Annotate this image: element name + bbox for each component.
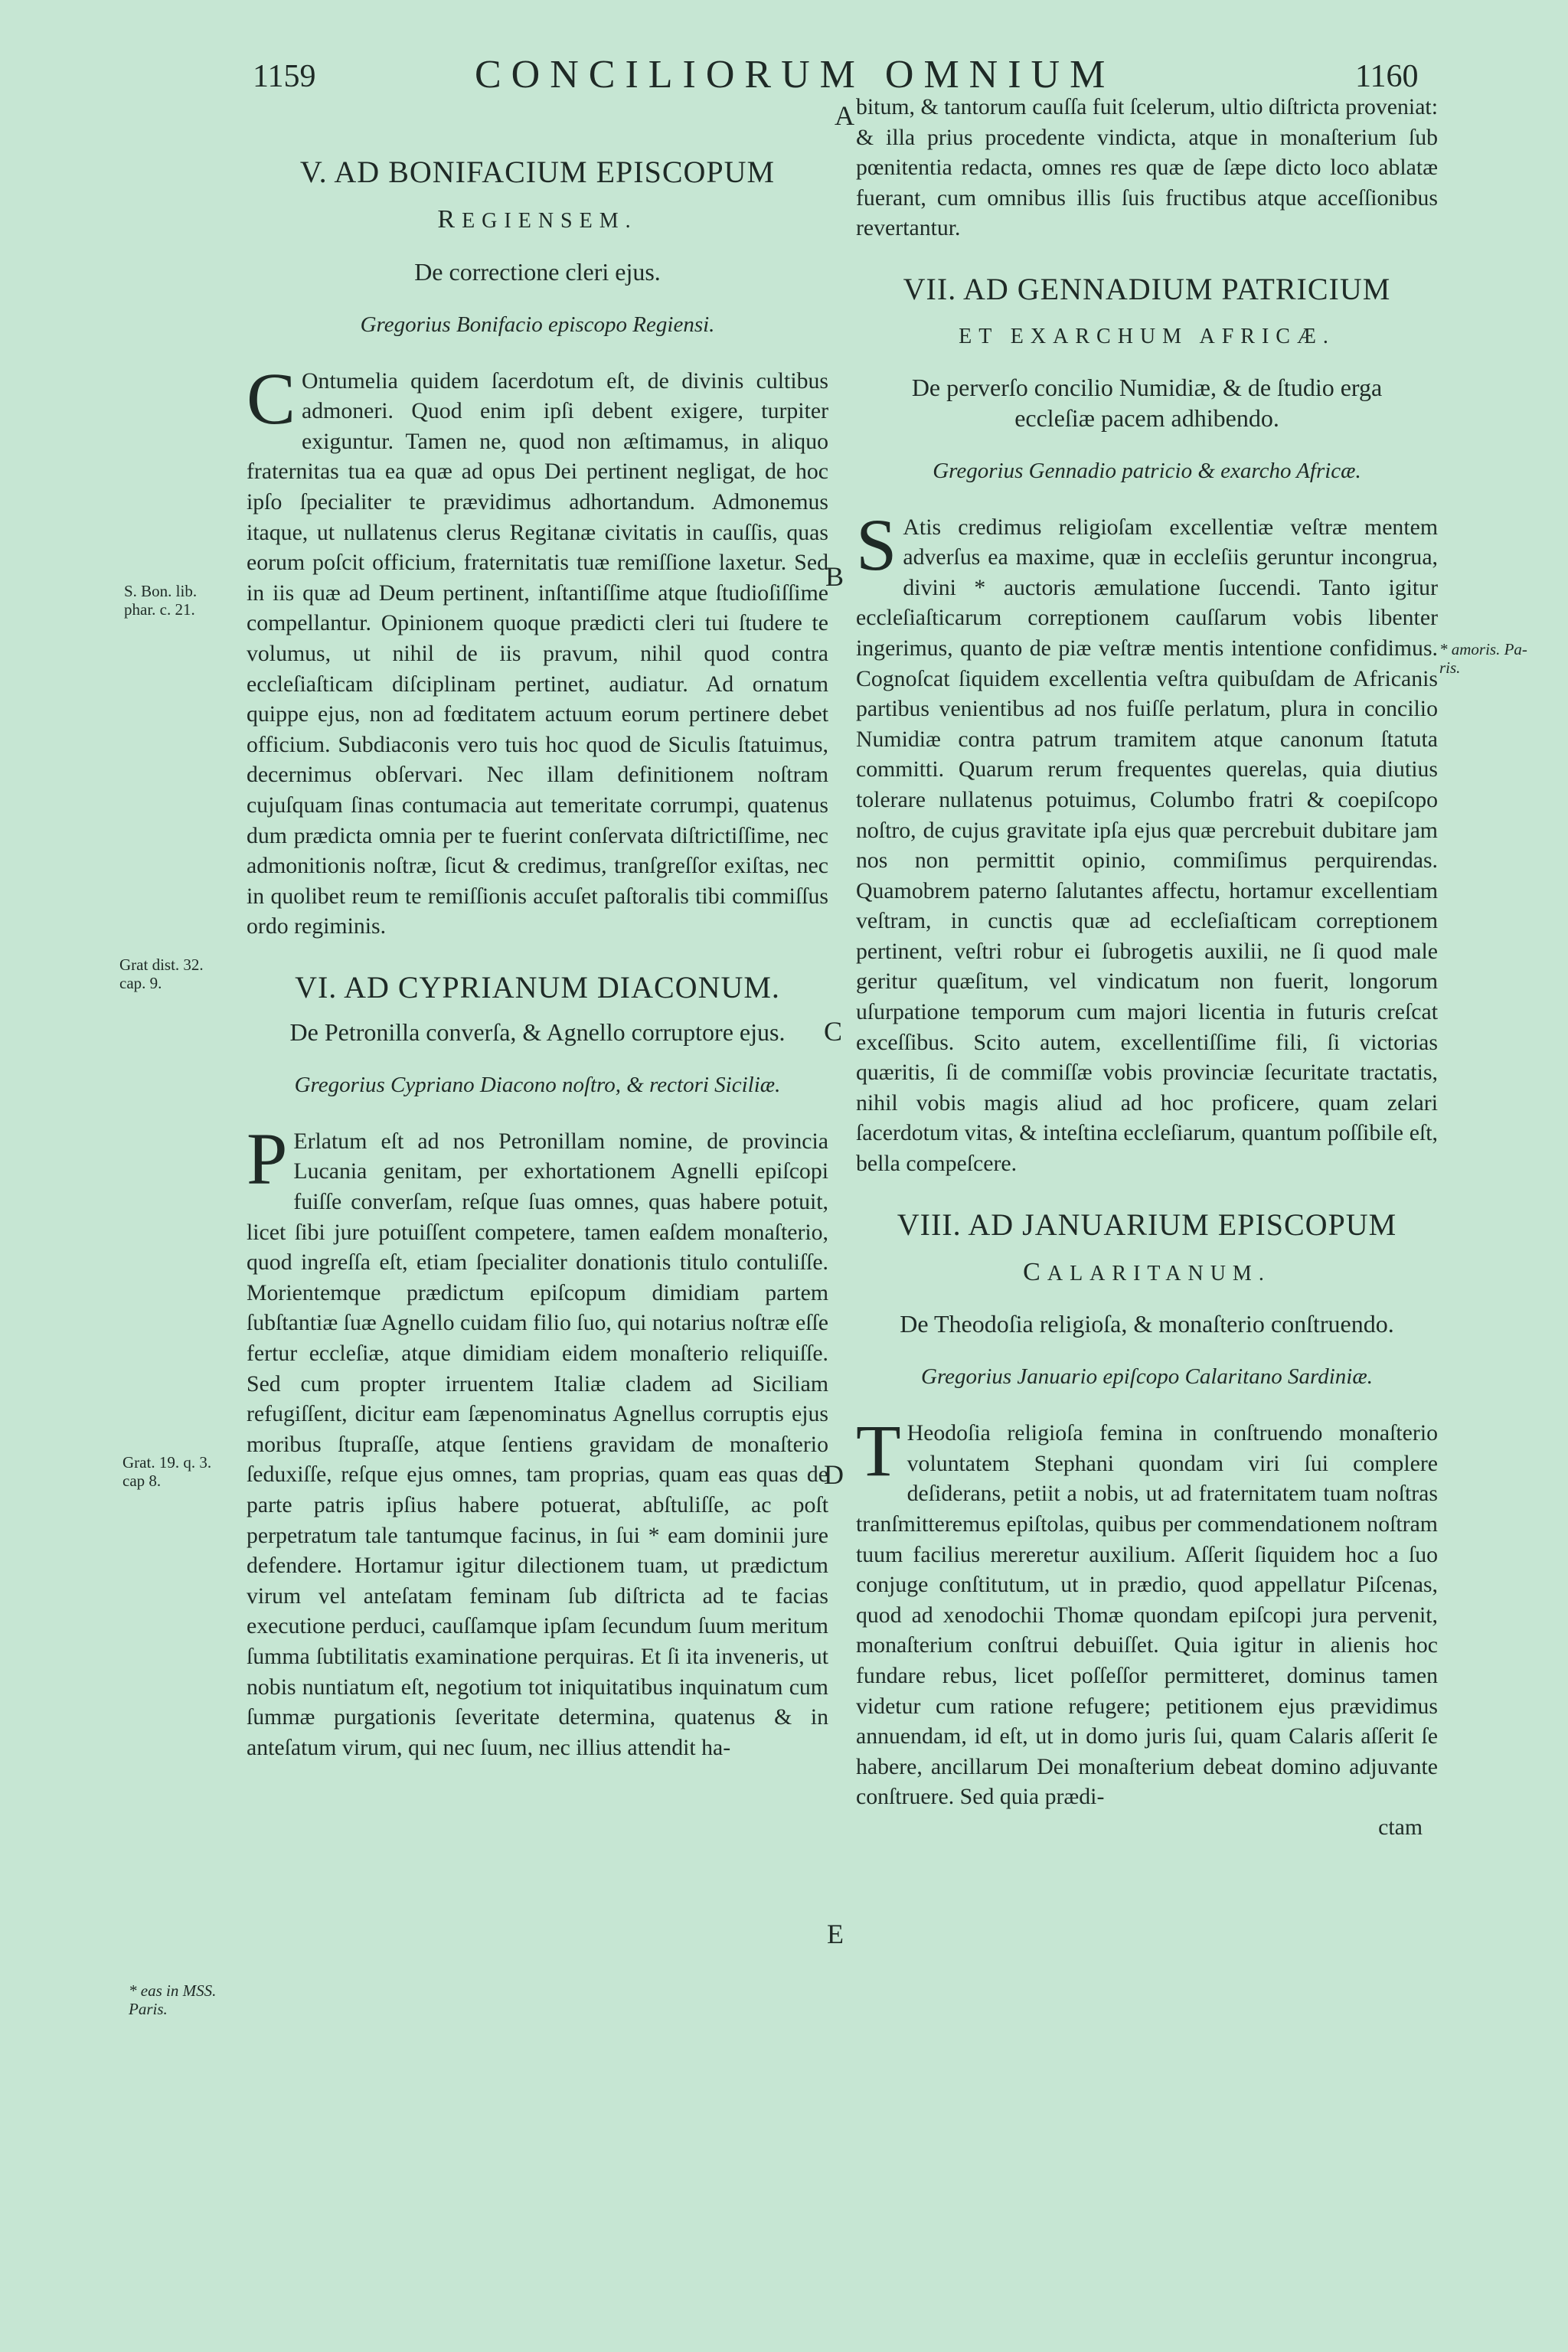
letter-text: Ontumelia quidem ſacerdotum eſt, de divinis cultibus admoneri. Quod enim ipſi debent exigere, turpiter exiguntur. Tamen ne, quod non æſtimamus, in aliquo fraternitas tua ea quæ ad opus Dei pertinent negligat, de hoc ipſo ſpecialiter te prævidimus adhortandum. Admonemus itaque, ut nullatenus clerus Regitanæ civitatis in cauſſis, quas eorum poſcit officium, fraternitatis tuæ remiſſione laxetur. Sed in iis quæ ad Deum pertinent, inſtantiſſime atque ſtudioſiſſime compellantur. Opinionem quoque prædicti cleri tui ſtudere te volumus, ut nihil de iis pravum, nihil quod contra eccleſiaſticam diſciplinam pertinet, audiatur. Ad ornatum quippe ejus, non ad fœditatem actuum eorum pertinere debet officium. Subdiaconis vero tuis hoc quod de Siculis ſtatuimus, decernimus obſervari. Nec illam definitionem noſtram cujuſquam ſinas contumacia aut temeritate corrumpi, quatenus dum prædicta omnia per te fuerint conſervata diſtrictiſſime, nec admonitionis noſtræ, ſicut & credimus, tranſgreſſor exiſtas, nec in quolibet reum te remiſſionis accuſet paſtoralis tibi commiſſus ordo regiminis. xyxy=(247,368,828,939)
continuation-text: bitum, & tantorum cauſſa fuit ſcelerum, ultio diſtricta proveniat: & illa prius procedente vindicta, atque in monaſterium ſub pœnitentia redacta, omnes res quæ de ſæpe dicto loco ablatæ fuerant, cum omnibus illis ſuis fructibus atque acceſſionibus revertantur. xyxy=(856,94,1438,241)
subtitle-rest: EGIENSEM. xyxy=(462,209,638,233)
running-title: CONCILIORUM OMNIUM xyxy=(475,53,1116,96)
letter-argument: De perverſo concilio Numidiæ, & de ſtudio erga eccleſiæ pacem adhibendo. xyxy=(911,373,1383,432)
margin-note: Grat. 19. q. 3. cap 8. xyxy=(122,1453,212,1490)
letter-subtitle xyxy=(856,1257,1438,1289)
letter-body xyxy=(247,357,828,942)
letter-inscription: Gregorius Januario epiſcopo Calaritano Sardiniæ. xyxy=(921,1364,1373,1390)
section-marker-a: A xyxy=(835,100,854,131)
catchword: ctam xyxy=(1378,1814,1423,1840)
margin-note: Grat dist. 32. cap. 9. xyxy=(119,956,204,992)
letter-body xyxy=(247,1117,828,1762)
letter-body xyxy=(856,503,1438,1179)
drop-cap: P xyxy=(247,1117,288,1200)
letter-argument: De correctione cleri ejus. xyxy=(414,257,661,286)
drop-cap: S xyxy=(856,503,897,586)
letter-body xyxy=(856,1410,1438,1812)
letter-title: VII. AD GENNADIUM PATRICIUM xyxy=(903,271,1391,306)
section-marker-d: D xyxy=(824,1459,844,1490)
right-column xyxy=(856,92,1438,1843)
drop-cap: T xyxy=(856,1410,901,1492)
letter-inscription: Gregorius Cypriano Diacono noſtro, & rectori Siciliæ. xyxy=(294,1072,781,1097)
left-column xyxy=(247,142,828,1762)
drop-cap: C xyxy=(247,357,296,439)
letter-title: VI. AD CYPRIANUM DIACONUM. xyxy=(295,969,780,1004)
page-number-right: 1160 xyxy=(1355,59,1419,94)
letter-subtitle xyxy=(247,204,828,237)
letter-inscription: Gregorius Bonifacio episcopo Regiensi. xyxy=(360,312,715,337)
section-marker-b: B xyxy=(825,561,844,592)
letter-subtitle: ET EXARCHUM AFRICÆ. xyxy=(959,324,1335,348)
subtitle-initial: C xyxy=(1023,1257,1047,1286)
letter-argument: De Petronilla converſa, & Agnello corruptore ejus. xyxy=(289,1018,786,1046)
letter-title: V. AD BONIFACIUM EPISCOPUM xyxy=(299,155,776,189)
page-number-left: 1159 xyxy=(253,59,316,94)
section-marker-e: E xyxy=(827,1919,844,1949)
letter-text: Atis credimus religioſam excellentiæ veſtræ mentem adverſus ea maxime, quæ in eccleſiis geruntur incongrua, divini * auctoris æmulatione ſuccendi. Tanto igitur eccleſiaſticarum correptionem cauſſarum vobis libenter ingerimus, quanto de piæ veſtræ mentis intentione confidimus. Cognoſcat ſiquidem excellentia veſtra quibuſdam de Africanis partibus venientibus ad nos fuiſſe perlatum, plura in concilio Numidiæ contra patrum tramitem atque canonum ſtatuta committi. Quarum rerum frequentes querelas, quia diutius tolerare nullatenus potuimus, Columbo fratri & coepiſcopo noſtro, de cujus gravitate ipſa ejus quæ percrebuit dubitare jam nos non permittit opinio, commiſimus perquirendas. Quamobrem paterno ſalutantes affectu, hortamur excellentiam veſtram, in cunctis quæ ad eccleſiaſticam correptionem pertinent, veſtri robur ei ſubrogetis auxilii, ne ſi quod male geritur quæſitum, vel vindicatum non fuerit, longorum uſurpatione temporum cum majori licentia in futuris creſcat exceſſibus. Scito autem, excellentiſſime fili, ſi victorias quæritis, ſi de commiſſæ vobis provinciæ ſecuritate tractatis, nihil vobis magis aliud ad hoc proficere, quam zelari ſacerdotum vitas, & inteſtina eccleſiarum, quantum poſſibile eſt, bella compeſcere. xyxy=(856,514,1438,1177)
letter-text: Heodoſia religioſa femina in conſtruendo monaſterio voluntatem Stephani quondam viri ſui complere deſiderans, petiit a nobis, ut ad fraternitatem tuam noſtras tranſmitteremus epiſtolas, quibus per commendationem noſtram tuum facilius mereretur auxilium. Aſſerit ſiquidem hoc a ſuo conjuge conſtitutum, ut in prædio, quod appellatur Piſcenas, quod ad xenodochii Thomæ quondam epiſcopi jura pervenit, monaſterium conſtrui debuiſſet. Quia igitur in alienis hoc fundare rebus, licet poſſeſſor permitteret, dominus tamen videtur cum ratione refugere; petitionem ejus prævidimus annuendam, id eſt, ut in domo juris ſui, quam Calaris aſſerit ſe habere, ancillarum Dei monaſterium debeat domino adjuvante conſtruere. Sed quia prædi- xyxy=(856,1420,1438,1810)
margin-note: * amoris. Pa- ris. xyxy=(1439,640,1527,677)
margin-note: * eas in MSS. Paris. xyxy=(129,1981,217,2018)
subtitle-rest: ALARITANUM. xyxy=(1047,1261,1271,1285)
letter-inscription: Gregorius Gennadio patricio & exarcho Africæ. xyxy=(933,458,1361,483)
subtitle-initial: R xyxy=(437,205,462,234)
section-marker-c: C xyxy=(824,1016,843,1047)
letter-argument: De Theodoſia religioſa, & monaſterio conſtruendo. xyxy=(900,1310,1394,1338)
letter-title: VIII. AD JANUARIUM EPISCOPUM xyxy=(897,1207,1397,1242)
margin-note: S. Bon. lib. phar. c. 21. xyxy=(124,582,198,619)
letter-text: Erlatum eſt ad nos Petronillam nomine, de provincia Lucania genitam, per exhortationem Agnelli epiſcopi fuiſſe converſam, reſque ſuas omnes, quas habere potuit, licet ſibi jure potuiſſent competere, tamen eaſdem monaſterio, quod ingreſſa eſt, etiam ſpecialiter donationis titulo contuliſſe. Morientemque prædictum epiſcopum dimidiam partem ſubſtantiæ ſuæ Agnello cuidam filio ſuo, qui notarius noſtræ eſſe fertur eccleſiæ, atque dimidiam eidem monaſterio reliquiſſe. Sed cum propter irruentem Italiæ cladem ad Siciliam refugiſſent, dicitur eam ſæpenominatus Agnellus corruptis ejus moribus ſtupraſſe, atque ſentiens gravidam de monaſterio ſeduxiſſe, reſque ejus omnes, tam proprias, quam eas quas de parte patris ipſius habere potuerat, abſtuliſſe, ac poſt perpetratum tale tantumque facinus, in ſui * eam dominii jure defendere. Hortamur igitur dilectionem tuam, ut prædictum virum vel anteſatam feminam ſub diſtricta ad te facias executione perduci, cauſſamque ipſam ſecundum ſuum meritum ſumma ſubtilitatis examinatione perquiras. Et ſi ita inveneris, ut nobis nuntiatum eſt, negotium tot iniquitatibus inquinatum cum ſummæ purgationis ſeveritate determina, quatenus & in anteſatum virum, qui nec ſuum, nec illius attendit ha- xyxy=(247,1128,828,1760)
